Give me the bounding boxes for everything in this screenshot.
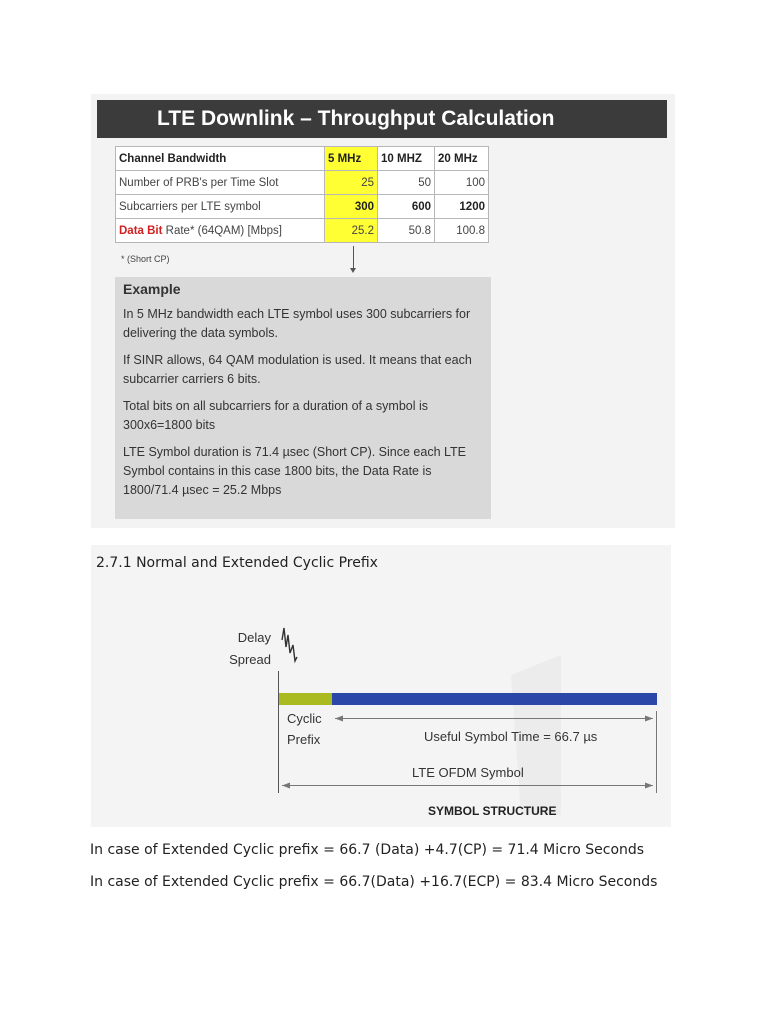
spread-label: Spread: [229, 652, 271, 667]
table-cell: 600: [378, 195, 435, 219]
table-cell: 25.2: [325, 219, 378, 243]
table-cell: 100.8: [435, 219, 489, 243]
example-heading: Example: [123, 281, 181, 297]
ofdm-symbol-label: LTE OFDM Symbol: [412, 765, 524, 780]
cyclic-prefix-figure: [91, 545, 671, 827]
table-cell: Number of PRB's per Time Slot: [116, 171, 325, 195]
table-row: [116, 195, 489, 219]
table-cell: Subcarriers per LTE symbol: [116, 195, 325, 219]
throughput-slide: [91, 94, 675, 528]
symbol-structure-caption: SYMBOL STRUCTURE: [428, 804, 557, 818]
table-header-cell: 10 MHZ: [378, 147, 435, 171]
table-footnote: * (Short CP): [121, 254, 170, 264]
delay-spread-icon: [282, 628, 297, 661]
useful-symbol-bar: [332, 693, 657, 705]
table-cell: 100: [435, 171, 489, 195]
table-row: [116, 171, 489, 195]
body-text-line: In case of Extended Cyclic prefix = 66.7(Data) +16.7(ECP) = 83.4 Micro Seconds: [90, 874, 658, 890]
body-text-line: In case of Extended Cyclic prefix = 66.7 (Data) +4.7(CP) = 71.4 Micro Seconds: [90, 842, 645, 858]
table-cell: 25: [325, 171, 378, 195]
rate-label: Rate* (64QAM) [Mbps]: [162, 224, 282, 237]
table-header-cell: 5 MHz: [325, 147, 378, 171]
arrowhead-right-icon: [645, 716, 653, 722]
delay-label: Delay: [237, 630, 271, 645]
arrowhead-left-icon: [282, 783, 290, 789]
table-header-cell: 20 MHz: [435, 147, 489, 171]
example-paragraph: In 5 MHz bandwidth each LTE symbol uses 300 subcarriers for delivering the data symbols.: [123, 307, 471, 340]
table-header-row: [116, 147, 489, 171]
down-arrow-icon: [353, 246, 354, 270]
table-cell: 1200: [435, 195, 489, 219]
data-bit-label: Data Bit: [119, 224, 163, 237]
cyclic-label: Cyclic: [287, 711, 322, 726]
table-cell: [116, 219, 325, 243]
useful-symbol-time-label: Useful Symbol Time = 66.7 µs: [424, 729, 598, 744]
table-row: [116, 219, 489, 243]
table-header-cell: Channel Bandwidth: [116, 147, 325, 171]
example-paragraph: LTE Symbol duration is 71.4 µsec (Short CP). Since each LTE Symbol contains in this case 1800 bits, the Data Rate is 1800/71.4 µsec = 25.2 Mbps: [123, 445, 466, 497]
section-heading: 2.7.1 Normal and Extended Cyclic Prefix: [96, 555, 378, 571]
example-paragraph: If SINR allows, 64 QAM modulation is used. It means that each subcarrier carriers 6 bits.: [123, 353, 472, 386]
arrowhead-right-icon: [645, 783, 653, 789]
example-box: [115, 277, 491, 519]
symbol-structure-diagram: [91, 545, 671, 827]
slide-banner-title: LTE Downlink – Throughput Calculation: [97, 100, 667, 138]
table-cell: 50.8: [378, 219, 435, 243]
throughput-table: [115, 146, 489, 243]
table-cell: 300: [325, 195, 378, 219]
example-paragraph: Total bits on all subcarriers for a duration of a symbol is 300x6=1800 bits: [123, 399, 428, 432]
prefix-label: Prefix: [287, 732, 321, 747]
cyclic-prefix-bar: [279, 693, 332, 705]
arrowhead-left-icon: [335, 716, 343, 722]
table-cell: 50: [378, 171, 435, 195]
